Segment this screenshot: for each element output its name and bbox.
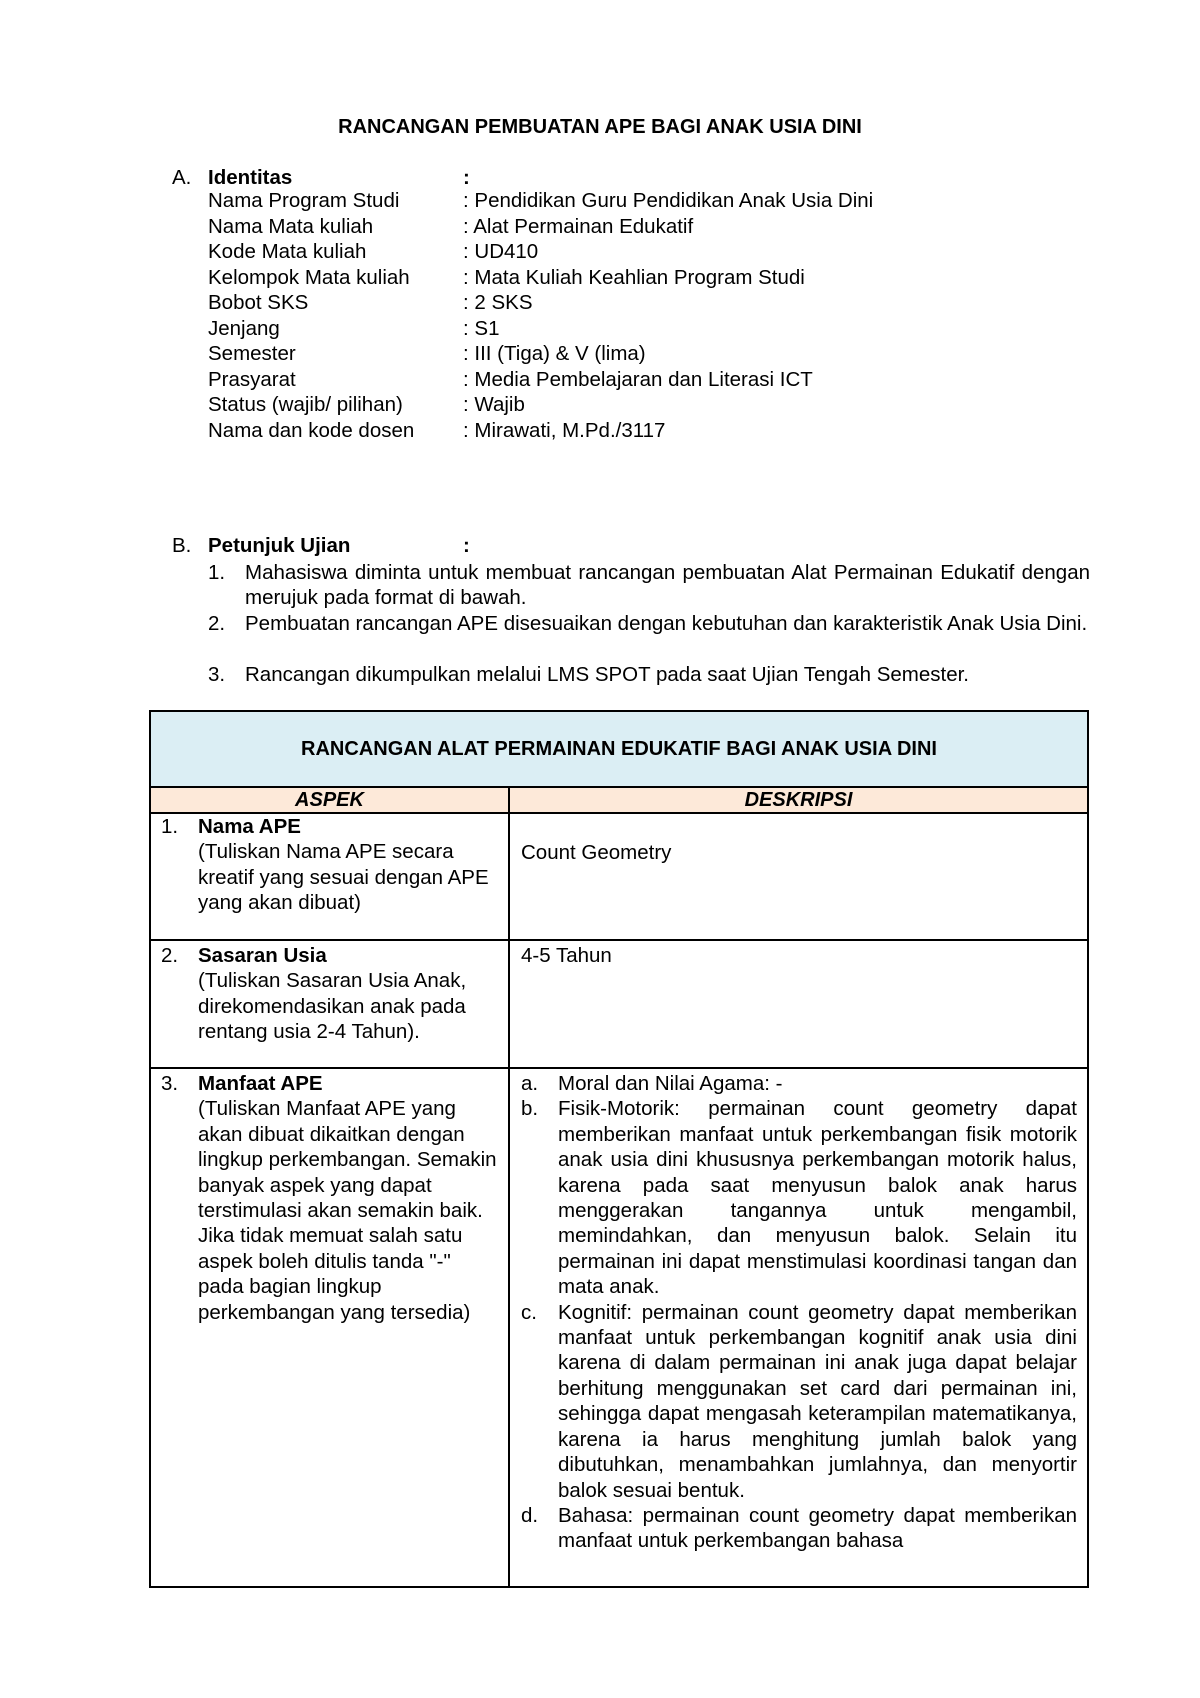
table-title: RANCANGAN ALAT PERMAINAN EDUKATIF BAGI ANAK USIA DINI xyxy=(151,712,1087,788)
aspect-hint: (Tuliskan Nama APE secara kreatif yang sesuai dengan APE yang akan dibuat) xyxy=(198,840,489,915)
identity-label: Nama Program Studi xyxy=(208,189,400,212)
identity-row xyxy=(208,341,646,366)
identity-value: : Mata Kuliah Keahlian Program Studi xyxy=(463,265,805,289)
aspect-title: Nama APE xyxy=(198,815,301,838)
benefit-item xyxy=(521,1096,1077,1299)
identity-label: Kelompok Mata kuliah xyxy=(208,265,410,289)
identity-label: Prasyarat xyxy=(208,367,296,391)
section-a-colon: : xyxy=(463,166,470,189)
aspect-hint: (Tuliskan Sasaran Usia Anak, direkomendasikan anak pada rentang usia 2-4 Tahun). xyxy=(198,969,467,1044)
instruction-item xyxy=(208,560,1090,611)
benefit-item xyxy=(521,1503,1077,1554)
identity-value: : UD410 xyxy=(463,240,539,263)
instruction-number: 3. xyxy=(208,663,226,686)
description-text: 4-5 Tahun xyxy=(521,944,612,967)
benefit-marker: c. xyxy=(521,1300,537,1324)
identity-label: Nama dan kode dosen xyxy=(208,418,415,442)
benefit-item xyxy=(521,1071,1077,1096)
column-header-aspek: ASPEK xyxy=(151,788,510,814)
identity-label: Bobot SKS xyxy=(208,291,309,314)
instruction-number: 2. xyxy=(208,612,226,635)
aspect-number: 1. xyxy=(161,815,179,838)
instruction-item xyxy=(208,662,1090,687)
identity-value: : Alat Permainan Edukatif xyxy=(463,214,694,238)
identity-label: Jenjang xyxy=(208,316,280,340)
identity-row xyxy=(208,316,499,341)
aspect-title: Manfaat APE xyxy=(198,1072,323,1095)
benefit-text: Fisik-Motorik: permainan count geometry dapat memberikan manfaat untuk perkembangan fisik motorik anak usia dini khususnya perkembangan motorik halus, karena pada saat menyusun balok anak harus menggerakan tangannya untuk mengambil, memindahkan, dan menyusun balok. Selain itu permainan ini dapat menstimulasi koordinasi tangan dan mata anak. xyxy=(558,1097,1077,1299)
identity-row xyxy=(208,392,525,417)
identity-row xyxy=(208,418,665,443)
benefit-item xyxy=(521,1300,1077,1503)
section-b-letter: B. xyxy=(172,534,192,557)
description-text: Count Geometry xyxy=(521,841,672,864)
benefit-marker: d. xyxy=(521,1503,539,1527)
identity-row xyxy=(208,265,805,290)
identity-row xyxy=(208,188,873,213)
aspect-number: 3. xyxy=(161,1072,179,1095)
identity-label: Kode Mata kuliah xyxy=(208,240,367,263)
table-row-aspect xyxy=(161,1071,501,1325)
identity-value: : 2 SKS xyxy=(463,291,533,314)
identity-value: : Pendidikan Guru Pendidikan Anak Usia Dini xyxy=(463,189,874,212)
identity-value: : Wajib xyxy=(463,393,525,416)
identity-row xyxy=(208,290,533,315)
benefit-text: Moral dan Nilai Agama: - xyxy=(558,1072,783,1095)
section-b-heading: Petunjuk Ujian xyxy=(208,534,351,557)
aspect-number: 2. xyxy=(161,944,179,967)
identity-label: Semester xyxy=(208,342,296,365)
row-divider xyxy=(151,1067,1087,1069)
instruction-text: Pembuatan rancangan APE disesuaikan dengan kebutuhan dan karakteristik Anak Usia Dini. xyxy=(245,612,1088,635)
column-divider xyxy=(508,788,510,1586)
identity-row xyxy=(208,239,538,264)
benefit-text: Kognitif: permainan count geometry dapat memberikan manfaat untuk perkembangan kognitif anak usia dini karena di dalam permainan ini anak juga dapat belajar berhitung menggunakan set card dari permainan ini, sehingga dapat mengasah keterampilan matematikanya, karena ia harus menghitung jumlah balok yang dibutuhkan, menambahkan jumlahnya, dan menyortir balok sesuai bentuk. xyxy=(558,1300,1077,1502)
aspect-hint: (Tuliskan Manfaat APE yang akan dibuat dikaitkan dengan lingkup perkembangan. Semakin banyak aspek yang dapat terstimulasi akan semakin baik. Jika tidak memuat salah satu aspek boleh ditulis tanda "-" pada bagian lingkup perkembangan yang tersedia) xyxy=(198,1097,497,1324)
benefit-marker: b. xyxy=(521,1097,539,1121)
section-a-letter: A. xyxy=(172,166,192,189)
section-a-heading: Identitas xyxy=(208,166,293,189)
identity-value: : III (Tiga) & V (lima) xyxy=(463,342,646,365)
identity-label: Nama Mata kuliah xyxy=(208,214,374,238)
document-title: RANCANGAN PEMBUATAN APE BAGI ANAK USIA DINI xyxy=(338,116,862,138)
aspect-title: Sasaran Usia xyxy=(198,944,327,967)
ape-design-table xyxy=(149,710,1089,1588)
identity-row xyxy=(208,367,813,392)
identity-value: : Media Pembelajaran dan Literasi ICT xyxy=(463,367,813,391)
instruction-text: Mahasiswa diminta untuk membuat rancangan pembuatan Alat Permainan Edukatif dengan merujuk pada format di bawah. xyxy=(245,561,1090,610)
section-b-colon: : xyxy=(463,534,470,557)
identity-value: : S1 xyxy=(463,316,500,340)
benefit-list xyxy=(521,1071,1077,1554)
instruction-number: 1. xyxy=(208,561,226,584)
column-header-deskripsi: DESKRIPSI xyxy=(510,788,1087,814)
instruction-text: Rancangan dikumpulkan melalui LMS SPOT pada saat Ujian Tengah Semester. xyxy=(245,663,969,686)
benefit-marker: a. xyxy=(521,1072,539,1095)
benefit-text: Bahasa: permainan count geometry dapat memberikan manfaat untuk perkembangan bahasa xyxy=(558,1503,1077,1553)
table-row-aspect xyxy=(161,943,501,1045)
identity-row xyxy=(208,214,693,239)
instruction-item xyxy=(208,611,1090,636)
row-divider xyxy=(151,939,1087,941)
table-row-aspect xyxy=(161,814,501,916)
identity-label: Status (wajib/ pilihan) xyxy=(208,393,403,416)
identity-value: : Mirawati, M.Pd./3117 xyxy=(463,418,666,442)
